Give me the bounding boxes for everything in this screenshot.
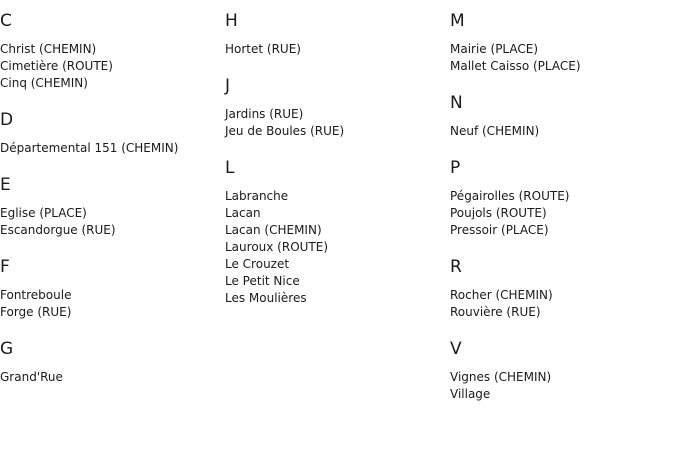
letter-heading: R	[450, 257, 462, 277]
street-index-column	[225, 10, 445, 307]
letter-heading: V	[450, 339, 462, 359]
street-link[interactable]: Le Petit Nice	[225, 274, 300, 288]
street-index-column	[0, 10, 220, 386]
group-spacer	[450, 239, 670, 256]
letter-group-p	[450, 157, 670, 256]
group-spacer	[225, 140, 445, 157]
letter-heading: P	[450, 158, 461, 178]
letter-heading: D	[0, 110, 14, 130]
street-link[interactable]: Les Moulières	[225, 291, 307, 305]
street-link[interactable]: Cimetière (ROUTE)	[0, 59, 113, 73]
group-spacer	[0, 92, 220, 109]
street-link[interactable]: Lacan (CHEMIN)	[225, 223, 322, 237]
street-link[interactable]: Cinq (CHEMIN)	[0, 76, 88, 90]
group-spacer	[450, 321, 670, 338]
street-link[interactable]: Hortet (RUE)	[225, 42, 301, 56]
letter-group-v	[450, 338, 670, 403]
street-list	[225, 188, 445, 307]
group-spacer	[450, 75, 670, 92]
street-list	[0, 369, 220, 386]
street-list	[225, 106, 445, 140]
letter-heading: F	[0, 257, 10, 277]
letter-heading: C	[0, 11, 12, 31]
street-list	[450, 369, 670, 403]
street-link[interactable]: Départemental 151 (CHEMIN)	[0, 141, 179, 155]
letter-group-j	[225, 75, 445, 157]
street-index-column	[450, 10, 670, 403]
letter-group-c	[0, 10, 220, 109]
letter-heading: J	[225, 76, 231, 96]
street-link[interactable]: Labranche	[225, 189, 289, 203]
street-list	[450, 287, 670, 321]
street-link[interactable]: Jardins (RUE)	[225, 107, 304, 121]
group-spacer	[0, 239, 220, 256]
street-link[interactable]: Lauroux (ROUTE)	[225, 240, 329, 254]
letter-heading: N	[450, 93, 463, 113]
group-spacer	[225, 58, 445, 75]
letter-heading: H	[225, 11, 238, 31]
street-link[interactable]: Pégairolles (ROUTE)	[450, 189, 570, 203]
letter-group-m	[450, 10, 670, 92]
letter-heading: G	[0, 339, 14, 359]
group-spacer	[0, 157, 220, 174]
letter-group-h	[225, 10, 445, 75]
street-link[interactable]: Christ (CHEMIN)	[0, 42, 97, 56]
street-link[interactable]: Neuf (CHEMIN)	[450, 124, 540, 138]
street-list	[225, 41, 445, 58]
street-link[interactable]: Forge (RUE)	[0, 305, 72, 319]
letter-group-e	[0, 174, 220, 256]
street-link[interactable]: Fontreboule	[0, 288, 72, 302]
street-link[interactable]: Rouvière (RUE)	[450, 305, 541, 319]
street-list	[0, 287, 220, 321]
group-spacer	[450, 140, 670, 157]
street-link[interactable]: Grand'Rue	[0, 370, 63, 384]
street-link[interactable]: Lacan	[225, 206, 261, 220]
letter-group-r	[450, 256, 670, 338]
street-link[interactable]: Pressoir (PLACE)	[450, 223, 549, 237]
letter-heading: E	[0, 175, 11, 195]
letter-group-d	[0, 109, 220, 174]
group-spacer	[0, 321, 220, 338]
letter-heading: M	[450, 11, 465, 31]
street-list	[450, 188, 670, 239]
street-link[interactable]: Vignes (CHEMIN)	[450, 370, 552, 384]
street-list	[0, 140, 220, 157]
street-link[interactable]: Eglise (PLACE)	[0, 206, 87, 220]
street-link[interactable]: Rocher (CHEMIN)	[450, 288, 553, 302]
letter-group-f	[0, 256, 220, 338]
street-link[interactable]: Mallet Caisso (PLACE)	[450, 59, 581, 73]
letter-heading: L	[225, 158, 235, 178]
street-link[interactable]: Le Crouzet	[225, 257, 290, 271]
street-list	[450, 41, 670, 75]
street-list	[0, 205, 220, 239]
street-link[interactable]: Jeu de Boules (RUE)	[225, 124, 345, 138]
street-link[interactable]: Mairie (PLACE)	[450, 42, 539, 56]
street-list	[0, 41, 220, 92]
street-link[interactable]: Village	[450, 387, 491, 401]
street-list	[450, 123, 670, 140]
street-link[interactable]: Escandorgue (RUE)	[0, 223, 116, 237]
street-link[interactable]: Poujols (ROUTE)	[450, 206, 547, 220]
letter-group-l	[225, 157, 445, 307]
letter-group-n	[450, 92, 670, 157]
letter-group-g	[0, 338, 220, 386]
